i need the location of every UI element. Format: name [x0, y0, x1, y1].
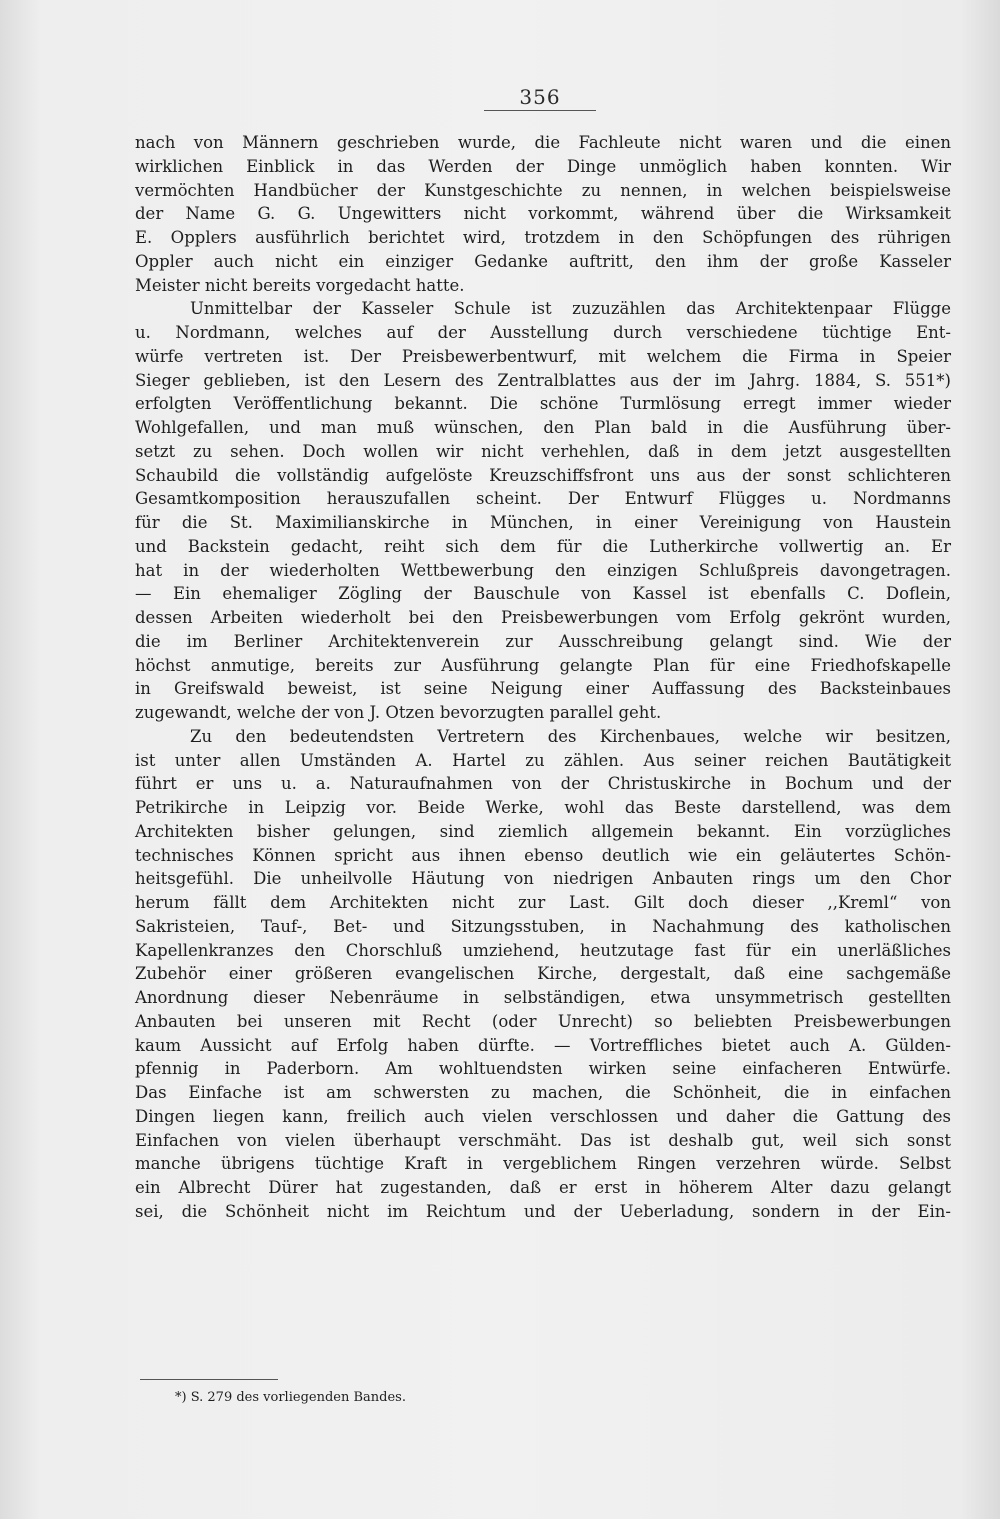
- text-line: Unmittelbar der Kasseler Schule ist zuzuzählen das Architektenpaar Flügge: [190, 299, 951, 319]
- footnote: *) S. 279 des vorliegenden Bandes.: [175, 1390, 406, 1405]
- text-line: ein Albrecht Dürer hat zugestanden, daß er erst in höherem Alter dazu gelangt: [135, 1178, 951, 1197]
- text-line: Petrikirche in Leipzig vor. Beide Werke, wohl das Beste darstellend, was dem: [135, 798, 951, 817]
- text-line: E. Opplers ausführlich berichtet wird, trotzdem in den Schöpfungen des rührigen: [135, 228, 951, 247]
- text-line: pfennig in Paderborn. Am wohltuendsten wirken seine einfacheren Entwürfe.: [135, 1059, 951, 1079]
- text-line: Oppler auch nicht ein einziger Gedanke auftritt, den ihm der große Kasseler: [135, 251, 951, 271]
- text-line: Sieger geblieben, ist den Lesern des Zentralblattes aus der im Jahrg. 1884, S. 551*): [135, 370, 951, 390]
- text-line: Gesamtkomposition herauszufallen scheint. Der Entwurf Flügges u. Nordmanns: [135, 489, 951, 509]
- text-line: zugewandt, welche der von J. Otzen bevorzugten parallel geht.: [135, 703, 662, 722]
- body-text: [135, 131, 951, 1224]
- text-line: Anbauten bei unseren mit Recht (oder Unrecht) so beliebten Preisbewerbungen: [135, 1011, 951, 1031]
- text-line: höchst anmutige, bereits zur Ausführung gelangte Plan für eine Friedhofskapelle: [135, 655, 951, 675]
- text-line: setzt zu sehen. Doch wollen wir nicht verhehlen, daß in dem jetzt ausgestellten: [135, 441, 951, 461]
- text-line: u. Nordmann, welches auf der Ausstellung durch verschiedene tüchtige Ent-: [135, 323, 951, 342]
- text-line: führt er uns u. a. Naturaufnahmen von der Christuskirche in Bochum und der: [135, 774, 951, 794]
- text-line: Architekten bisher gelungen, sind ziemlich allgemein bekannt. Ein vorzügliches: [135, 821, 951, 841]
- text-line: Zu den bedeutendsten Vertretern des Kirchenbaues, welche wir besitzen,: [190, 726, 951, 746]
- header-rule: [484, 110, 596, 111]
- text-line: herum fällt dem Architekten nicht zur Last. Gilt doch dieser ,,Kreml“ von: [135, 893, 951, 912]
- text-line: Sakristeien, Tauf-, Bet- und Sitzungsstuben, in Nachahmung des katholischen: [135, 916, 951, 936]
- text-line: Dingen liegen kann, freilich auch vielen verschlossen und daher die Gattung des: [135, 1106, 951, 1126]
- text-line: dessen Arbeiten wiederholt bei den Preisbewerbungen vom Erfolg gekrönt wurden,: [135, 608, 951, 627]
- text-line: erfolgten Veröffentlichung bekannt. Die schöne Turmlösung erregt immer wieder: [135, 394, 951, 414]
- text-line: Meister nicht bereits vorgedacht hatte.: [135, 275, 465, 295]
- footnote-rule: [140, 1379, 278, 1380]
- text-line: Kapellenkranzes den Chorschluß umziehend, heutzutage fast für ein unerläßliches: [135, 940, 951, 960]
- text-line: kaum Aussicht auf Erfolg haben dürfte. — Vortreffliches bietet auch A. Gülden-: [135, 1035, 951, 1055]
- text-line: wirklichen Einblick in das Werden der Dinge unmöglich haben konnten. Wir: [135, 156, 951, 176]
- page-header: [484, 84, 596, 111]
- text-line: manche übrigens tüchtige Kraft in vergeblichem Ringen verzehren würde. Selbst: [135, 1154, 951, 1174]
- text-line: für die St. Maximilianskirche in München, in einer Vereinigung von Haustein: [135, 513, 951, 532]
- text-line: hat in der wiederholten Wettbewerbung den einzigen Schlußpreis davongetragen.: [135, 560, 951, 580]
- text-line: Anordnung dieser Nebenräume in selbständigen, etwa unsymmetrisch gestellten: [135, 988, 951, 1007]
- text-line: Einfachen von vielen überhaupt verschmäht. Das ist deshalb gut, weil sich sonst: [135, 1130, 951, 1150]
- text-line: die im Berliner Architektenverein zur Ausschreibung gelangt sind. Wie der: [135, 631, 951, 651]
- page-number: 356: [519, 85, 561, 109]
- text-line: ist unter allen Umständen A. Hartel zu zählen. Aus seiner reichen Bautätigkeit: [135, 750, 951, 770]
- text-line: Zubehör einer größeren evangelischen Kirche, dergestalt, daß eine sachgemäße: [135, 964, 951, 984]
- text-line: heitsgefühl. Die unheilvolle Häutung von niedrigen Anbauten rings um den Chor: [135, 869, 951, 889]
- text-line: vermöchten Handbücher der Kunstgeschichte zu nennen, in welchen beispielsweise: [135, 180, 951, 200]
- text-line: und Backstein gedacht, reiht sich dem für die Lutherkirche vollwertig an. Er: [135, 536, 951, 556]
- text-line: — Ein ehemaliger Zögling der Bauschule von Kassel ist ebenfalls C. Doflein,: [135, 584, 951, 604]
- text-line: Wohlgefallen, und man muß wünschen, den Plan bald in die Ausführung über-: [135, 418, 951, 437]
- text-line: würfe vertreten ist. Der Preisbewerbentwurf, mit welchem die Firma in Speier: [135, 346, 951, 366]
- text-line: sei, die Schönheit nicht im Reichtum und der Ueberladung, sondern in der Ein-: [135, 1201, 951, 1221]
- text-line: technisches Können spricht aus ihnen ebenso deutlich wie ein geläutertes Schön-: [135, 845, 951, 865]
- text-line: der Name G. G. Ungewitters nicht vorkommt, während über die Wirksamkeit: [135, 204, 951, 224]
- text-line: nach von Männern geschrieben wurde, die Fachleute nicht waren und die einen: [135, 133, 951, 152]
- text-line: Das Einfache ist am schwersten zu machen, die Schönheit, die in einfachen: [135, 1083, 951, 1102]
- text-line: Schaubild die vollständig aufgelöste Kreuzschiffsfront uns aus der sonst schlichteren: [135, 465, 951, 485]
- text-line: in Greifswald beweist, ist seine Neigung einer Auffassung des Backsteinbaues: [135, 679, 951, 699]
